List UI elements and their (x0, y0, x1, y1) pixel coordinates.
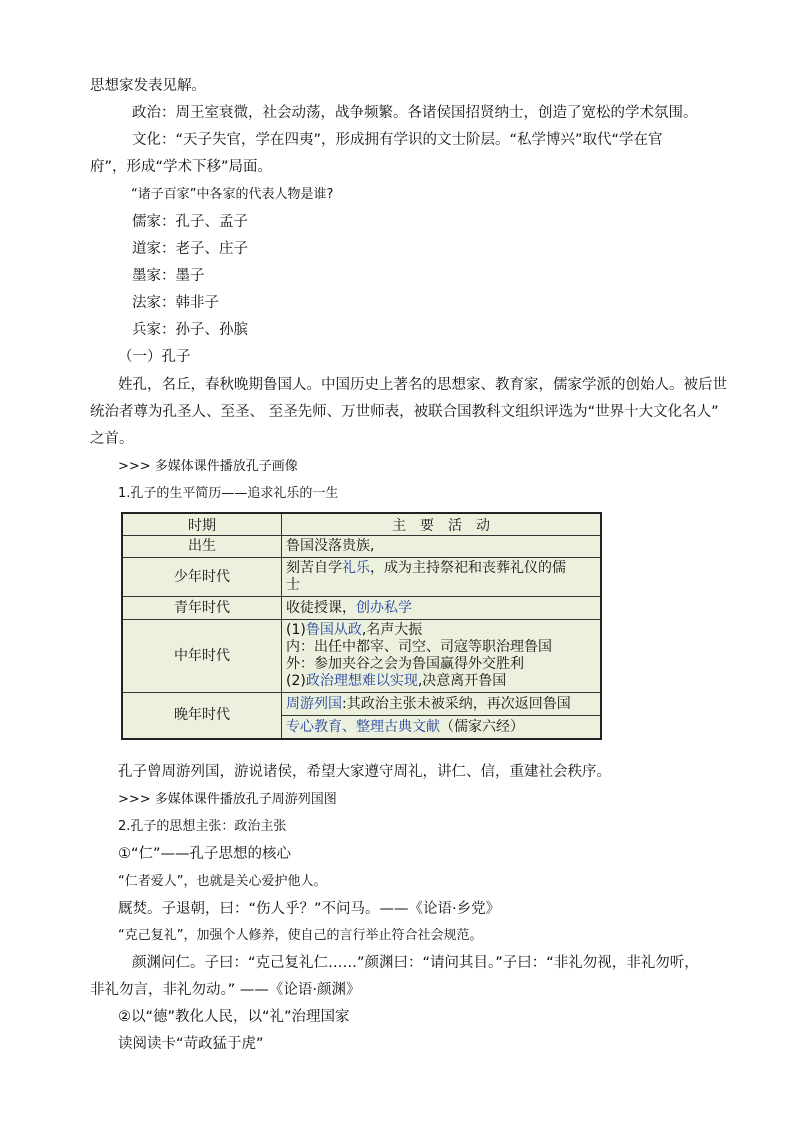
highlight-text: 鲁国从政 (305, 622, 362, 638)
quote-line: 厩焚。子退朝，曰：“伤人乎？”不问马。——《论语·乡党》 (118, 901, 501, 917)
school-ru: 儒家：孔子、孟子 (132, 214, 248, 230)
activity-text: (2) (286, 673, 306, 689)
quote-line: 非礼勿言，非礼勿动。” ——《论语·颜渊》 (90, 982, 361, 998)
activity-text: :其政治主张未被采纳，再次返回鲁国 (342, 695, 571, 712)
activity-cell (282, 558, 602, 597)
activity-text: 刻苦自学 (286, 560, 342, 576)
school-fa: 法家：韩非子 (132, 295, 219, 311)
activity-text: 收徒授课， (286, 599, 356, 616)
period-cell: 青年时代 (122, 597, 282, 620)
text-line: 思想家发表见解。 (90, 78, 206, 94)
highlight-text: 周游列国 (286, 695, 342, 712)
activity-text: （儒家六经） (440, 718, 524, 735)
period-cell: 晚年时代 (122, 693, 282, 740)
text-line: 之首。 (90, 431, 134, 447)
activity-cell (282, 716, 602, 740)
highlight-text: 礼乐 (342, 560, 370, 576)
text-line: 文化：“天子失官，学在四夷”，形成拥有学识的文士阶层。“私学博兴”取代“学在官 (132, 132, 663, 148)
activity-text: 内：出任中都宰、司空、司寇等职治理鲁国 (286, 639, 552, 655)
reading-card: 读阅读卡“苛政猛于虎” (118, 1036, 264, 1052)
text-line: 统治者尊为孔圣人、至圣、 至圣先师、万世师表，被联合国教科文组织评选为“世界十大文化名人” (90, 404, 719, 420)
period-cell: 出生 (122, 536, 282, 558)
text-line: 政治：周王室衰微，社会动荡，战争频繁。各诸侯国招贤纳士，创造了宽松的学术氛围。 (132, 105, 698, 121)
table-row (122, 558, 601, 597)
activity-text: ,名声大振 (361, 622, 423, 638)
quote-line: 颜渊问仁。子曰：“克己复礼仁……”颜渊曰：“请问其目。”子曰：“非礼勿视，非礼勿听， (132, 955, 699, 971)
table-row (122, 597, 601, 620)
text-line: 府”，形成“学术下移”局面。 (90, 159, 273, 175)
activity-cell (282, 620, 602, 693)
activity-text: (1) (286, 622, 306, 638)
section-heading: （一）孔子 (118, 349, 191, 365)
highlight-text: 专心教育、整理古典文献 (286, 718, 440, 735)
school-mo: 墨家：墨子 (132, 268, 205, 284)
table-row (122, 620, 601, 693)
media-note: >>> 多媒体课件播放孔子画像 (118, 459, 298, 474)
highlight-text: 政治理想难以实现 (305, 673, 418, 689)
highlight-text: 创办私学 (356, 599, 412, 616)
school-bing: 兵家：孙子、孙膑 (132, 322, 248, 338)
question: “诸子百家”中各家的代表人物是谁? (131, 187, 334, 202)
subheading: 1.孔子的生平简历——追求礼乐的一生 (118, 486, 339, 501)
header-activity: 主 要 活 动 (282, 513, 602, 536)
text-line: 姓孔，名丘，春秋晚期鲁国人。中国历史上著名的思想家、教育家，儒家学派的创始人。被后世 (118, 377, 727, 393)
activity-cell (282, 693, 602, 716)
point-heading: ①“仁”——孔子思想的核心 (118, 846, 292, 862)
period-cell: 中年时代 (122, 620, 282, 693)
table-header-row (122, 513, 601, 536)
text-line: 孔子曾周游列国，游说诸侯，希望大家遵守周礼，讲仁、信，重建社会秩序。 (118, 764, 611, 780)
activity-text: ，成为主持祭祀和丧葬礼仪的儒 (370, 560, 566, 576)
text-line: “仁者爱人”，也就是关心爱护他人。 (118, 874, 327, 889)
text-line: “克己复礼”，加强个人修养，使自己的言行举止符合社会规范。 (118, 928, 483, 943)
media-note: >>> 多媒体课件播放孔子周游列国图 (118, 792, 337, 807)
activity-text: ,决意离开鲁国 (417, 673, 507, 689)
subheading: 2.孔子的思想主张：政治主张 (118, 819, 287, 834)
activity-text: 士 (286, 577, 300, 593)
period-cell: 少年时代 (122, 558, 282, 597)
activity-cell (282, 597, 602, 620)
table-row (122, 536, 601, 558)
point-heading: ②以“德”教化人民，以“礼”治理国家 (118, 1009, 350, 1025)
activity-text: 外：参加夹谷之会为鲁国赢得外交胜利 (286, 656, 524, 672)
table-row (122, 693, 601, 716)
header-period: 时期 (122, 513, 282, 536)
school-dao: 道家：老子、庄子 (132, 241, 248, 257)
life-table (121, 512, 602, 740)
activity-cell: 鲁国没落贵族, (282, 536, 602, 558)
